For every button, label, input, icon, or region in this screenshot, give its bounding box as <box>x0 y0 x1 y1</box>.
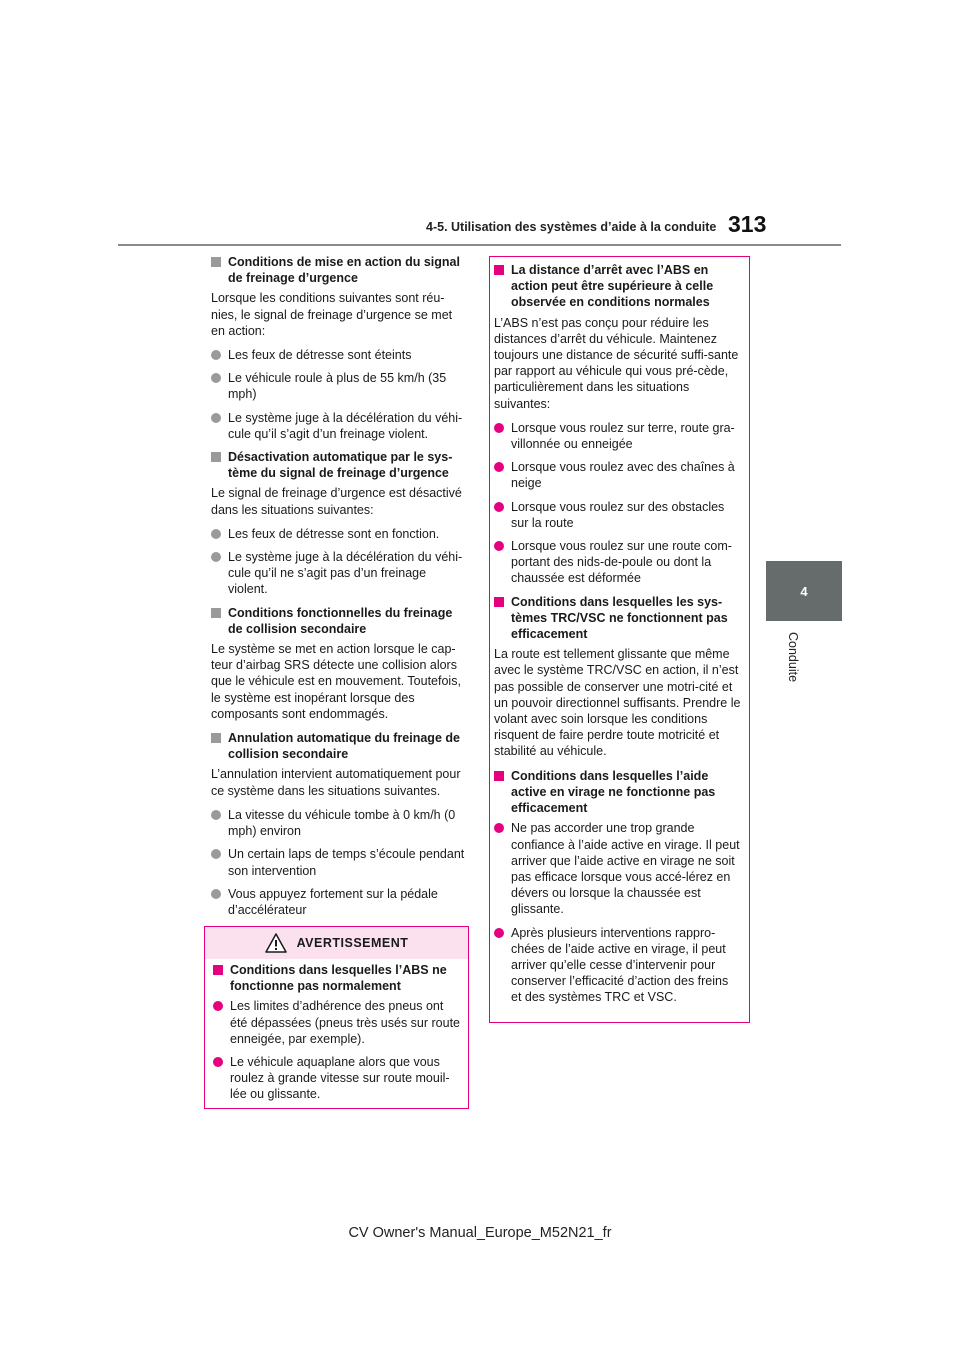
list-item: Lorsque vous roulez sur terre, route gra-villonnée ou enneigée <box>494 420 742 452</box>
list-item: Un certain laps de temps s’écoule pendant son intervention <box>211 846 469 878</box>
header-rule <box>118 244 841 246</box>
list-item: Ne pas accorder une trop grande confiance à l’aide active en virage. Il peut arriver que l’aide active en virage ne soit pas efficace lorsque vous accé-lérez en dévers ou lorsque la chaussée est glissante. <box>494 820 742 917</box>
warning-header <box>205 927 468 959</box>
section-title: 4-5. Utilisation des systèmes d’aide à la conduite <box>426 220 717 234</box>
dot-bullet-icon <box>211 810 221 820</box>
square-bullet-icon <box>211 608 221 618</box>
paragraph: La route est tellement glissante que même avec le système TRC/VSC en action, il n’est pas possible de conserver une motri-cité et un pouvoir directionnel suffisants. Prendre le volant avec soin lorsque les conditions risquent de faire perdre toute motricité et stabilité au véhicule. <box>494 647 741 759</box>
dot-bullet-icon <box>494 541 504 551</box>
list-item: La vitesse du véhicule tombe à 0 km/h (0 mph) environ <box>211 807 469 839</box>
square-bullet-icon <box>494 771 504 781</box>
paragraph: L’ABS n’est pas conçu pour réduire les distances d’arrêt du véhicule. Maintenez toujours une distance de sécurité suffi-sante par rapport au véhicule qui vous pré-cède, particulièrement dans les situations suivantes: <box>494 315 739 411</box>
heading-active-cornering-assist: Conditions dans lesquelles l’aide active en virage ne fonctionne pas efficacement <box>494 768 742 817</box>
square-bullet-icon <box>211 733 221 743</box>
list-item: Vous appuyez fortement sur la pédale d’accélérateur <box>211 886 469 918</box>
paragraph: Le signal de freinage d’urgence est désactivé dans les situations suivantes: <box>211 486 462 517</box>
heading-abs-conditions: Conditions dans lesquelles l’ABS ne fonctionne pas normalement <box>213 962 463 994</box>
dot-bullet-icon <box>211 529 221 539</box>
dot-bullet-icon <box>494 823 504 833</box>
list-item: Les limites d’adhérence des pneus ont été dépassées (pneus très usés sur route enneigée, par exemple). <box>213 998 463 1047</box>
list-item: Le système juge à la décélération du véhi-cule qu’il ne s’agit pas d’un freinage violent. <box>211 549 469 598</box>
square-bullet-icon <box>211 257 221 267</box>
warning-triangle-icon <box>265 933 287 953</box>
list-item: Le véhicule aquaplane alors que vous roulez à grande vitesse sur route mouil-lée ou glissante. <box>213 1054 463 1103</box>
heading-signal-deactivation: Désactivation automatique par le sys-tème du signal de freinage d’urgence <box>211 449 469 481</box>
dot-bullet-icon <box>211 849 221 859</box>
square-bullet-icon <box>213 965 223 975</box>
paragraph: Lorsque les conditions suivantes sont réu-nies, le signal de freinage d’urgence se met en action: <box>211 291 453 338</box>
heading-emergency-signal-conditions: Conditions de mise en action du signal de freinage d’urgence <box>211 254 469 286</box>
right-column <box>494 262 742 1013</box>
warning-box <box>204 926 469 1109</box>
dot-bullet-icon <box>494 502 504 512</box>
chapter-tab: 4 <box>766 561 842 621</box>
list-item: Les feux de détresse sont en fonction. <box>211 526 469 542</box>
chapter-label-text: Conduite <box>786 632 800 683</box>
dot-bullet-icon <box>494 928 504 938</box>
page-number: 313 <box>728 211 767 237</box>
square-bullet-icon <box>211 452 221 462</box>
list-item: Le véhicule roule à plus de 55 km/h (35 mph) <box>211 370 469 402</box>
paragraph: L’annulation intervient automatiquement pour ce système dans les situations suivantes. <box>211 767 461 798</box>
dot-bullet-icon <box>213 1001 223 1011</box>
list-item: Lorsque vous roulez sur des obstacles sur la route <box>494 499 742 531</box>
dot-bullet-icon <box>494 423 504 433</box>
square-bullet-icon <box>494 265 504 275</box>
heading-secondary-collision-cancel: Annulation automatique du freinage de collision secondaire <box>211 730 469 762</box>
dot-bullet-icon <box>213 1057 223 1067</box>
dot-bullet-icon <box>494 462 504 472</box>
list-item: Lorsque vous roulez avec des chaînes à neige <box>494 459 742 491</box>
heading-trc-vsc-conditions: Conditions dans lesquelles les sys-tèmes TRC/VSC ne fonctionnent pas efficacement <box>494 594 742 643</box>
list-item: Les feux de détresse sont éteints <box>211 347 469 363</box>
list-item: Après plusieurs interventions rappro-chées de l’aide active en virage, il peut arriver qu’elle cesse d’intervenir pour conserver l’efficacité d’action des freins et des systèmes TRC et VSC. <box>494 925 742 1006</box>
dot-bullet-icon <box>211 350 221 360</box>
square-bullet-icon <box>494 597 504 607</box>
left-column <box>211 254 469 925</box>
dot-bullet-icon <box>211 889 221 899</box>
dot-bullet-icon <box>211 373 221 383</box>
list-item: Le système juge à la décélération du véhi-cule qu’il s’agit d’un freinage violent. <box>211 410 469 442</box>
dot-bullet-icon <box>211 552 221 562</box>
footer-manual-id: CV Owner's Manual_Europe_M52N21_fr <box>348 1225 612 1241</box>
paragraph: Le système se met en action lorsque le cap-teur d’airbag SRS détecte une collision alors que le véhicule est en mouvement. Toutefois, le système est inopérant lorsque des composants sont endommagés. <box>211 642 461 721</box>
warning-title: AVERTISSEMENT <box>296 936 409 950</box>
heading-secondary-collision-conditions: Conditions fonctionnelles du freinage de collision secondaire <box>211 605 469 637</box>
heading-abs-stopping-distance: La distance d’arrêt avec l’ABS en action peut être supérieure à celle observée en conditions normales <box>494 262 742 311</box>
dot-bullet-icon <box>211 413 221 423</box>
list-item: Lorsque vous roulez sur une route com-portant des nids-de-poule ou dont la chaussée est déformée <box>494 538 742 587</box>
chapter-label <box>784 632 804 692</box>
